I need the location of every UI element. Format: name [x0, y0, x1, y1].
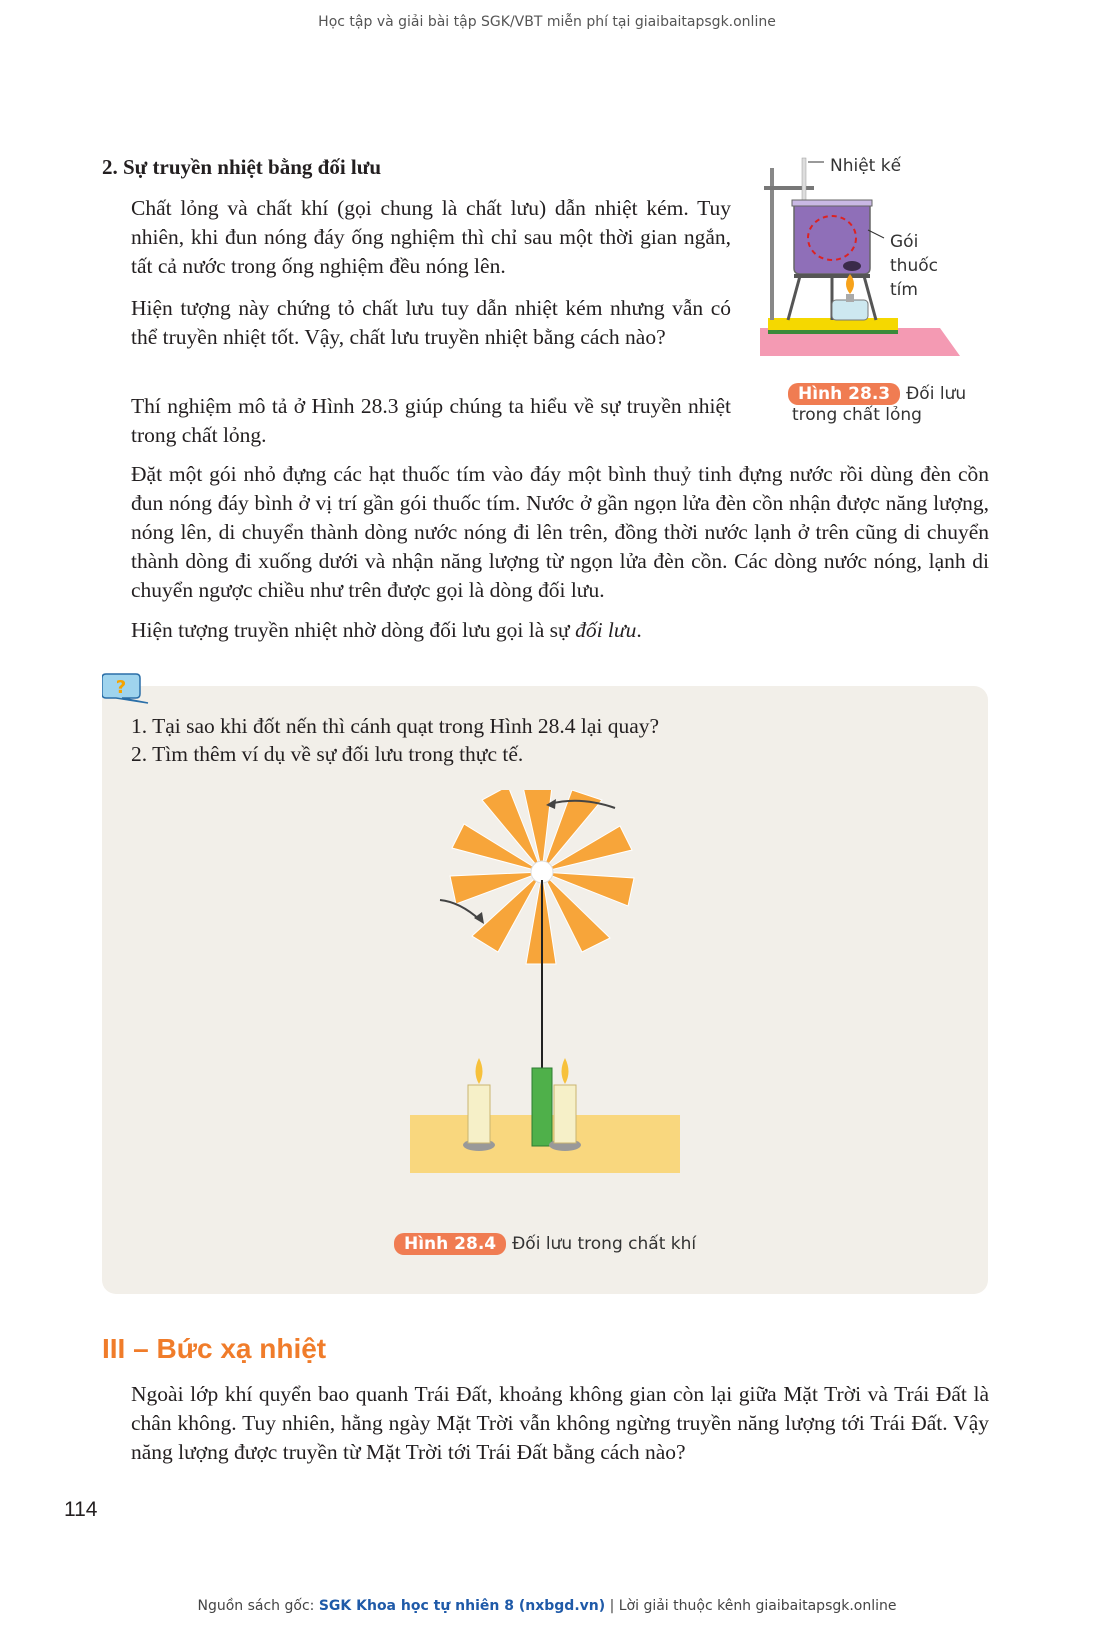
paragraph-6: Ngoài lớp khí quyển bao quanh Trái Đất, khoảng không gian còn lại giữa Mặt Trời và Trái Đất là chân không. Tuy nhiên, hằng ngày Mặt Trời vẫn không ngừng truyền năng lượng tới Trái Đất. Vậy năng lượng được truyền từ Mặt Trời tới Trái Đất bằng cách nào? — [131, 1382, 989, 1464]
question-icon — [102, 672, 150, 704]
figure-28-4-badge: Hình 28.4 — [394, 1233, 506, 1255]
figure-28-3-caption-line-2: trong chất lỏng — [792, 405, 922, 425]
figure-28-3-illustration — [760, 148, 980, 368]
paragraph-5-suffix: . — [636, 618, 642, 642]
page-footer — [0, 1598, 1094, 1614]
paragraph-4: Đặt một gói nhỏ đựng các hạt thuốc tím vào đáy một bình thuỷ tinh đựng nước rồi dùng đèn cồn đun nóng đáy bình ở vị trí gần gói thuốc tím. Nước ở gần ngọn lửa đèn cồn nhận được năng lượng, nóng lên, di chuyển thành dòng nước nóng đi lên trên, đồng thời nước lạnh ở trên cũng di chuyển thành dòng đi xuống dưới và nhận năng lượng từ ngọn lửa đèn cồn. Các dòng nước nóng, lạnh di chuyển ngược chiều như trên được gọi là dòng đối lưu. — [131, 462, 989, 602]
label-packet-line-2: thuốc — [890, 256, 938, 276]
page-number: 114 — [64, 1498, 98, 1521]
section-title: 2. Sự truyền nhiệt bằng đối lưu — [102, 155, 382, 179]
footer-suffix: | Lời giải thuộc kênh giaibaitapsgk.online — [605, 1598, 897, 1614]
footer-source-link[interactable]: SGK Khoa học tự nhiên 8 (nxbgd.vn) — [318, 1598, 606, 1614]
paragraph-3: Thí nghiệm mô tả ở Hình 28.3 giúp chúng ta hiểu về sự truyền nhiệt trong chất lỏng. — [131, 394, 731, 447]
figure-28-4-caption-text: Đối lưu trong chất khí — [512, 1234, 697, 1254]
page-header: Học tập và giải bài tập SGK/VBT miễn phí tại giaibaitapsgk.online — [318, 14, 776, 30]
svg-text:?: ? — [115, 677, 127, 698]
figure-28-3-badge: Hình 28.3 — [788, 383, 900, 405]
figure-28-3-caption — [788, 383, 988, 425]
figure-28-4-illustration — [400, 790, 700, 1190]
figure-28-4-caption — [394, 1233, 696, 1255]
label-thermometer: Nhiệt kế — [830, 156, 902, 176]
label-packet — [890, 230, 938, 302]
question-1: 1. Tại sao khi đốt nến thì cánh quạt trong Hình 28.4 lại quay? — [131, 714, 660, 738]
paragraph-1: Chất lỏng và chất khí (gọi chung là chất lưu) dẫn nhiệt kém. Tuy nhiên, khi đun nóng đáy ống nghiệm thì chỉ sau một thời gian ngắn, tất cả nước trong ống nghiệm đều nóng lên. — [131, 196, 731, 278]
paragraph-5-prefix: Hiện tượng truyền nhiệt nhờ dòng đối lưu gọi là sự — [131, 618, 576, 642]
paragraph-2: Hiện tượng này chứng tỏ chất lưu tuy dẫn nhiệt kém nhưng vẫn có thể truyền nhiệt tốt. Vậy, chất lưu truyền nhiệt bằng cách nào? — [131, 296, 731, 349]
section-3-title: III – Bức xạ nhiệt — [102, 1333, 327, 1364]
footer-prefix: Nguồn sách gốc: — [197, 1598, 319, 1614]
paragraph-5 — [131, 616, 989, 645]
question-2: 2. Tìm thêm ví dụ về sự đối lưu trong thực tế. — [131, 742, 524, 766]
figure-28-3-caption-line-1: Đối lưu — [906, 384, 967, 404]
label-packet-line-1: Gói — [890, 232, 919, 252]
term-convection: đối lưu — [575, 618, 637, 642]
label-packet-line-3: tím — [890, 280, 918, 300]
